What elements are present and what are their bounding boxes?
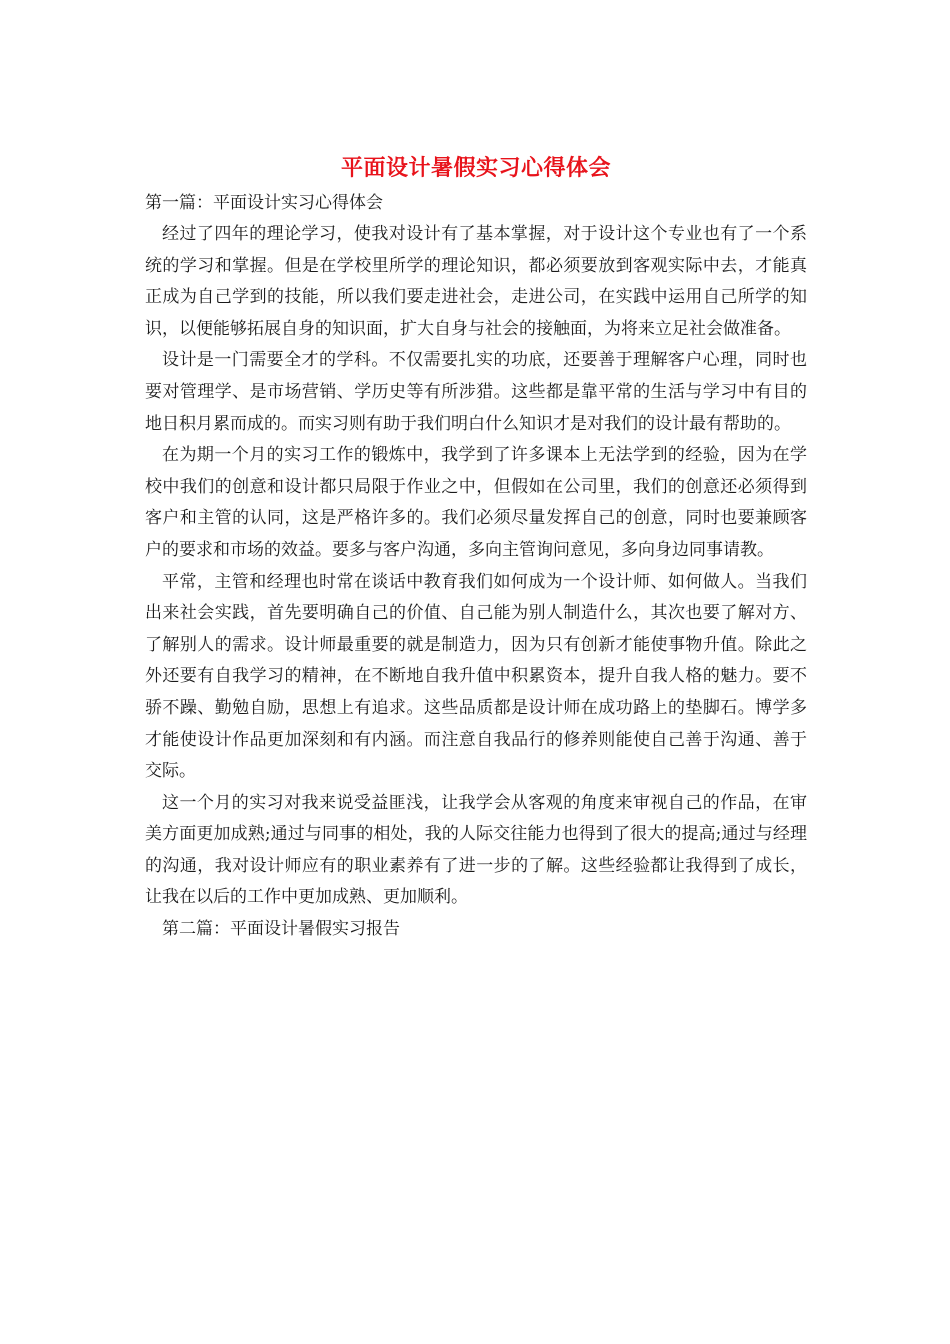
paragraph-2: 设计是一门需要全才的学科。不仅需要扎实的功底，还要善于理解客户心理，同时也要对管理学、是市场营销、学历史等有所涉猎。这些都是靠平常的生活与学习中有目的地日积月累而成的。而实习则有助于我们明白什么知识才是对我们的设计最有帮助的。 bbox=[145, 350, 807, 434]
document-page bbox=[145, 150, 807, 945]
paragraph-1: 经过了四年的理论学习，使我对设计有了基本掌握，对于设计这个专业也有了一个系统的学习和掌握。但是在学校里所学的理论知识，都必须要放到客观实际中去，才能真正成为自己学到的技能，所以我们要走进社会，走进公司，在实践中运用自己所学的知识，以便能够拓展自身的知识面，扩大自身与社会的接触面，为将来立足社会做准备。 bbox=[145, 224, 807, 339]
paragraph-3: 在为期一个月的实习工作的锻炼中，我学到了许多课本上无法学到的经验，因为在学校中我们的创意和设计都只局限于作业之中，但假如在公司里，我们的创意还必须得到客户和主管的认同，这是严格许多的。我们必须尽量发挥自己的创意，同时也要兼顾客户的要求和市场的效益。要多与客户沟通，多向主管询问意见，多向身边同事请教。 bbox=[145, 445, 807, 560]
paragraph-4: 平常，主管和经理也时常在谈话中教育我们如何成为一个设计师、如何做人。当我们出来社会实践，首先要明确自己的价值、自己能为别人制造什么，其次也要了解对方、了解别人的需求。设计师最重要的就是制造力，因为只有创新才能使事物升值。除此之外还要有自我学习的精神，在不断地自我升值中积累资本，提升自我人格的魅力。要不骄不躁、勤勉自励，思想上有追求。这些品质都是设计师在成功路上的垫脚石。博学多才能使设计作品更加深刻和有内涵。而注意自我品行的修养则能使自己善于沟通、善于交际。 bbox=[145, 571, 807, 782]
paragraph-5: 这一个月的实习对我来说受益匪浅，让我学会从客观的角度来审视自己的作品，在审美方面更加成熟;通过与同事的相处，我的人际交往能力也得到了很大的提高;通过与经理的沟通，我对设计师应有的职业素养有了进一步的了解。这些经验都让我得到了成长，让我在以后的工作中更加成熟、更加顺利。 bbox=[145, 792, 807, 908]
section-1-heading: 第一篇：平面设计实习心得体会 bbox=[145, 193, 383, 213]
document-title: 平面设计暑假实习心得体会 bbox=[340, 155, 611, 181]
section-2-heading: 第二篇：平面设计暑假实习报告 bbox=[162, 919, 400, 940]
